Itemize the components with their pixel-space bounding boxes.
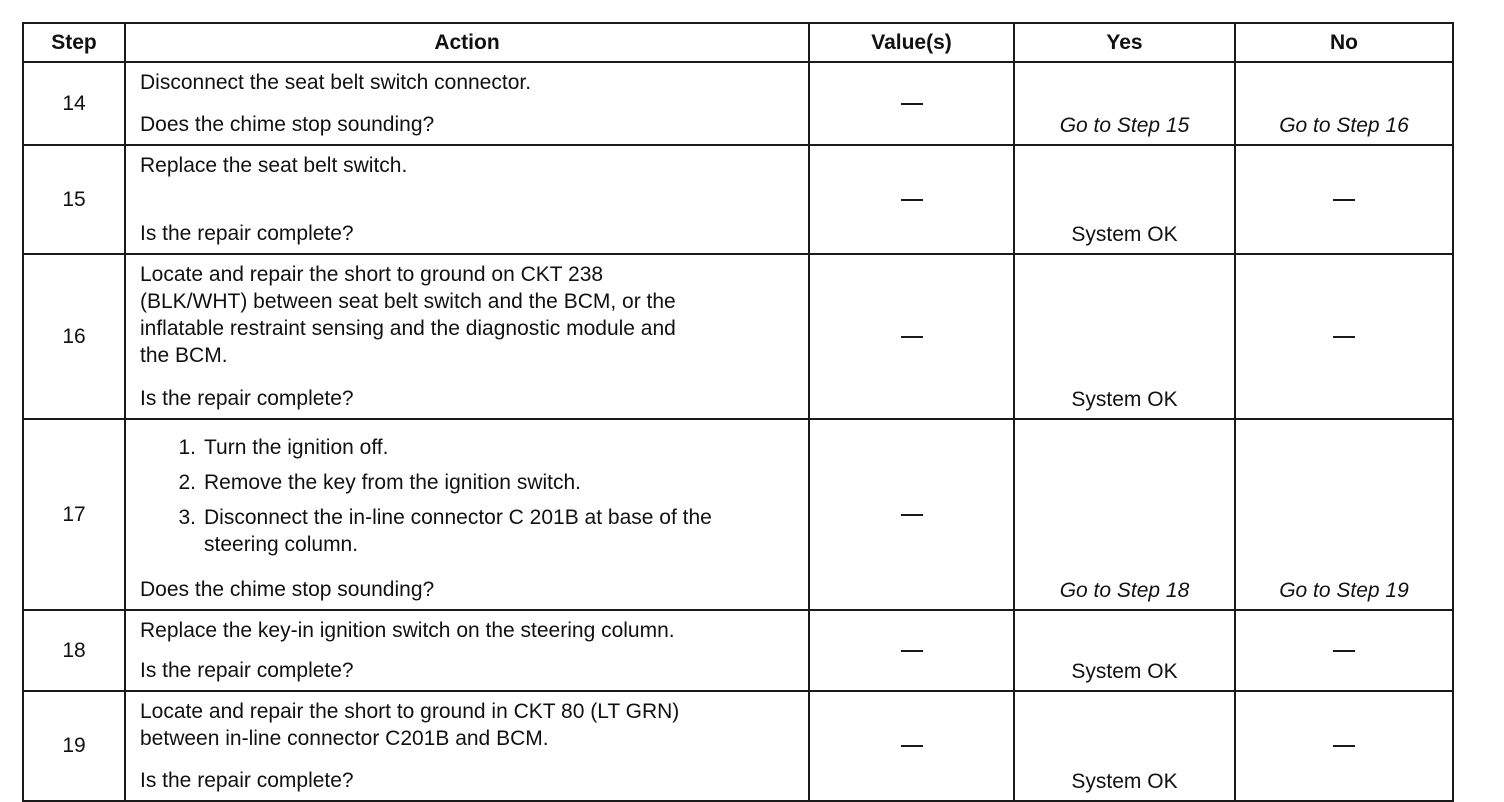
header-yes: Yes xyxy=(1014,23,1235,62)
em-dash xyxy=(1333,336,1355,338)
em-dash xyxy=(1333,650,1355,652)
yes-cell: System OK xyxy=(1014,145,1235,254)
value-cell xyxy=(809,62,1014,145)
no-cell: Go to Step 16 xyxy=(1235,62,1453,145)
no-cell xyxy=(1235,610,1453,691)
header-row xyxy=(23,23,1453,62)
yes-cell: Go to Step 18 xyxy=(1014,419,1235,610)
table-row xyxy=(23,419,1453,610)
action-cell xyxy=(125,419,809,610)
step-number: 19 xyxy=(23,691,125,801)
table-row xyxy=(23,254,1453,419)
step-index: 3. xyxy=(178,506,196,529)
action-text: Locate and repair the short to ground on CKT 238 xyxy=(140,263,604,286)
action-question: Is the repair complete? xyxy=(140,659,354,682)
yes-cell: System OK xyxy=(1014,610,1235,691)
header-action: Action xyxy=(125,23,809,62)
table-row xyxy=(23,145,1453,254)
step-index: 1. xyxy=(178,436,196,459)
action-text: between in-line connector C201B and BCM. xyxy=(140,727,549,750)
table-row xyxy=(23,691,1453,801)
action-cell xyxy=(125,691,809,801)
em-dash xyxy=(901,745,923,747)
action-cell xyxy=(125,610,809,691)
yes-cell: System OK xyxy=(1014,254,1235,419)
diagnostic-table xyxy=(22,22,1454,802)
value-cell xyxy=(809,610,1014,691)
step-number: 18 xyxy=(23,610,125,691)
action-text: Locate and repair the short to ground in CKT 80 (LT GRN) xyxy=(140,700,680,723)
table-row xyxy=(23,62,1453,145)
action-text: the BCM. xyxy=(140,344,228,367)
table-row xyxy=(23,610,1453,691)
yes-cell: Go to Step 15 xyxy=(1014,62,1235,145)
step-number: 17 xyxy=(23,419,125,610)
step-text: Turn the ignition off. xyxy=(204,436,389,459)
action-question: Is the repair complete? xyxy=(140,387,354,410)
list-item xyxy=(140,434,796,461)
step-number: 16 xyxy=(23,254,125,419)
step-number: 14 xyxy=(23,62,125,145)
no-cell: Go to Step 19 xyxy=(1235,419,1453,610)
numbered-steps xyxy=(140,434,796,558)
value-cell xyxy=(809,254,1014,419)
action-question: Is the repair complete? xyxy=(140,769,354,792)
header-values: Value(s) xyxy=(809,23,1014,62)
no-cell xyxy=(1235,691,1453,801)
list-item xyxy=(140,469,796,496)
step-index: 2. xyxy=(178,471,196,494)
action-question: Is the repair complete? xyxy=(140,222,354,245)
em-dash xyxy=(1333,745,1355,747)
action-text: Disconnect the seat belt switch connector. xyxy=(140,71,532,94)
action-text: (BLK/WHT) between seat belt switch and the BCM, or the xyxy=(140,290,676,313)
value-cell xyxy=(809,691,1014,801)
action-text: Replace the key-in ignition switch on the steering column. xyxy=(140,619,675,642)
header-no: No xyxy=(1235,23,1453,62)
yes-cell: System OK xyxy=(1014,691,1235,801)
em-dash xyxy=(901,199,923,201)
header-step: Step xyxy=(23,23,125,62)
step-text: Disconnect the in-line connector C 201B at base of the steering column. xyxy=(204,506,712,556)
list-item xyxy=(140,504,796,558)
step-number: 15 xyxy=(23,145,125,254)
action-text: inflatable restraint sensing and the diagnostic module and xyxy=(140,317,676,340)
action-cell xyxy=(125,254,809,419)
em-dash xyxy=(901,103,923,105)
action-question: Does the chime stop sounding? xyxy=(140,113,435,136)
no-cell xyxy=(1235,254,1453,419)
action-cell xyxy=(125,62,809,145)
action-cell xyxy=(125,145,809,254)
action-text: Replace the seat belt switch. xyxy=(140,154,408,177)
value-cell xyxy=(809,145,1014,254)
em-dash xyxy=(1333,199,1355,201)
step-text: Remove the key from the ignition switch. xyxy=(204,471,581,494)
em-dash xyxy=(901,514,923,516)
no-cell xyxy=(1235,145,1453,254)
em-dash xyxy=(901,650,923,652)
value-cell xyxy=(809,419,1014,610)
em-dash xyxy=(901,336,923,338)
action-question: Does the chime stop sounding? xyxy=(140,578,435,601)
